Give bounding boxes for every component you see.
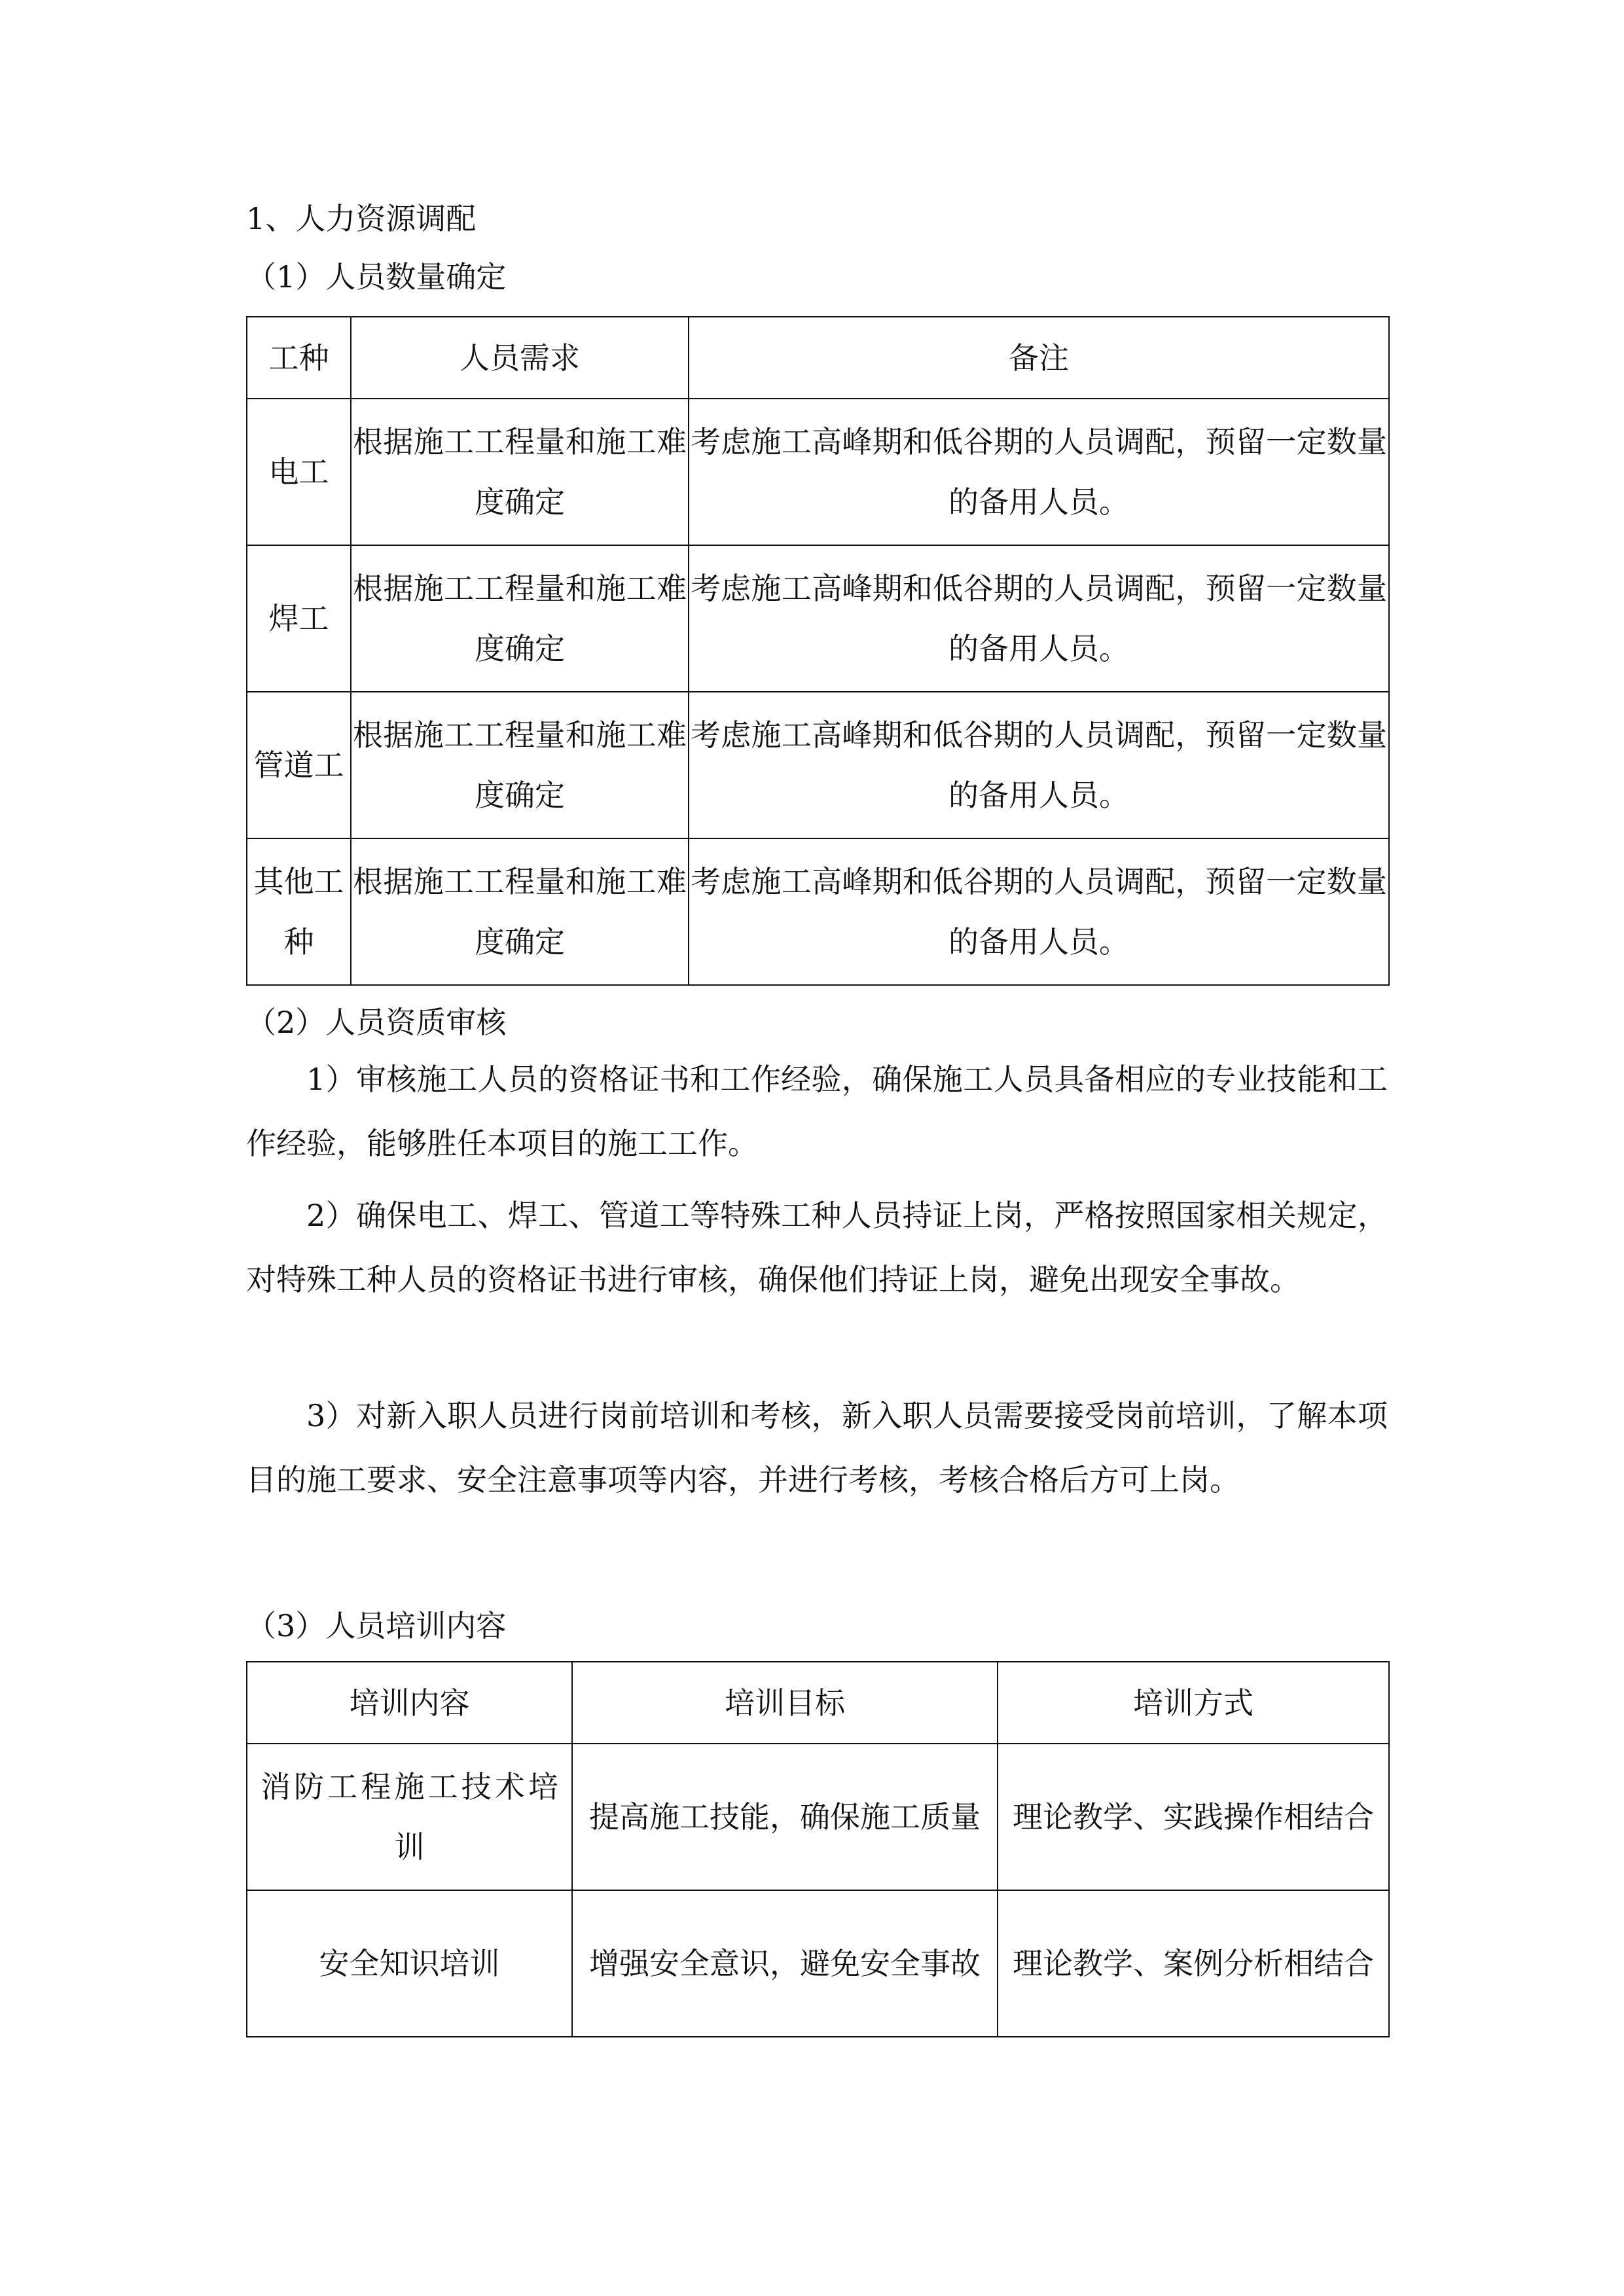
training-table <box>246 1661 1390 2037</box>
section-heading: 1、人力资源调配 <box>246 201 477 236</box>
header-cell-need: 人员需求 <box>351 317 689 399</box>
paragraph-3: 3）对新入职人员进行岗前培训和考核，新入职人员需要接受岗前培训，了解本项目的施工要求、安全注意事项等内容，并进行考核，考核合格后方可上岗。 <box>246 1398 1388 1498</box>
header-cell-goal: 培训目标 <box>572 1662 998 1744</box>
cell-note: 考虑施工高峰期和低谷期的人员调配，预留一定数量的备用人员。 <box>689 692 1389 838</box>
table-row <box>247 545 1389 692</box>
subsection-title-qualification: （2）人员资质审核 <box>246 1005 507 1040</box>
cell-content: 安全知识培训 <box>247 1890 572 2037</box>
table-row <box>247 692 1389 838</box>
staffing-table <box>246 316 1390 986</box>
subsection-title-training: （3）人员培训内容 <box>246 1608 507 1643</box>
cell-need: 根据施工工程量和施工难度确定 <box>351 838 689 985</box>
subsection-title-staffing: （1）人员数量确定 <box>246 259 507 295</box>
cell-note: 考虑施工高峰期和低谷期的人员调配，预留一定数量的备用人员。 <box>689 838 1389 985</box>
cell-type: 焊工 <box>247 545 351 692</box>
cell-goal: 提高施工技能，确保施工质量 <box>572 1744 998 1890</box>
cell-method: 理论教学、案例分析相结合 <box>998 1890 1389 2037</box>
header-cell-type: 工种 <box>247 317 351 399</box>
cell-need: 根据施工工程量和施工难度确定 <box>351 399 689 545</box>
cell-type: 其他工种 <box>247 838 351 985</box>
cell-type: 电工 <box>247 399 351 545</box>
paragraph-2: 2）确保电工、焊工、管道工等特殊工种人员持证上岗，严格按照国家相关规定，对特殊工种人员的资格证书进行审核，确保他们持证上岗，避免出现安全事故。 <box>246 1198 1388 1297</box>
cell-type: 管道工 <box>247 692 351 838</box>
table-row <box>247 1744 1389 1890</box>
table-header-row <box>247 1662 1389 1744</box>
table-row <box>247 838 1389 985</box>
cell-goal: 增强安全意识，避免安全事故 <box>572 1890 998 2037</box>
cell-method: 理论教学、实践操作相结合 <box>998 1744 1389 1890</box>
cell-need: 根据施工工程量和施工难度确定 <box>351 545 689 692</box>
cell-note: 考虑施工高峰期和低谷期的人员调配，预留一定数量的备用人员。 <box>689 399 1389 545</box>
cell-note: 考虑施工高峰期和低谷期的人员调配，预留一定数量的备用人员。 <box>689 545 1389 692</box>
table-row <box>247 1890 1389 2037</box>
table-header-row <box>247 317 1389 399</box>
cell-need: 根据施工工程量和施工难度确定 <box>351 692 689 838</box>
header-cell-note: 备注 <box>689 317 1389 399</box>
table-row <box>247 399 1389 545</box>
header-cell-content: 培训内容 <box>247 1662 572 1744</box>
paragraph-1: 1）审核施工人员的资格证书和工作经验，确保施工人员具备相应的专业技能和工作经验，能够胜任本项目的施工工作。 <box>246 1062 1388 1161</box>
cell-content: 消防工程施工技术培训 <box>247 1744 572 1890</box>
header-cell-method: 培训方式 <box>998 1662 1389 1744</box>
